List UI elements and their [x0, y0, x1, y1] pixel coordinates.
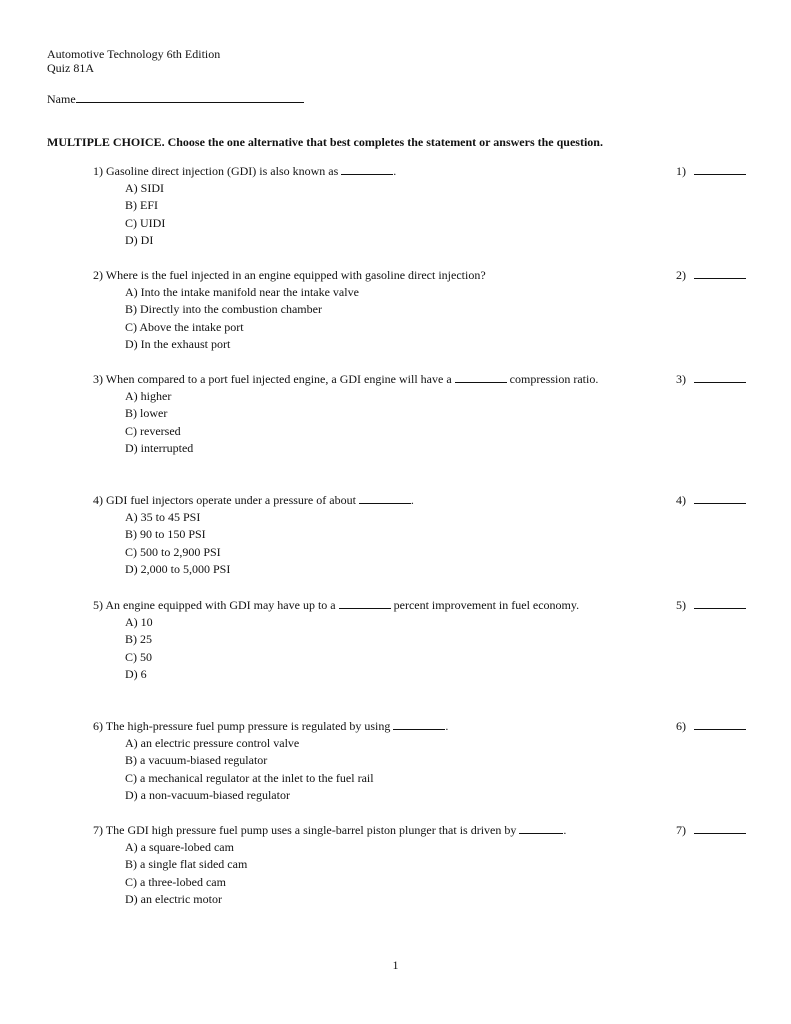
answer-slot-3	[676, 371, 746, 388]
stem-text: The high-pressure fuel pump pressure is regulated by using	[105, 719, 391, 733]
answer-field[interactable]	[694, 718, 746, 730]
fill-blank	[339, 597, 391, 609]
question-4	[93, 492, 673, 579]
answer-number: 4)	[676, 493, 686, 507]
stem-text-after: compression ratio.	[509, 372, 599, 386]
option[interactable]: A) higher	[125, 389, 172, 403]
name-field[interactable]	[76, 91, 304, 103]
answer-slot-1	[676, 163, 746, 180]
option[interactable]: A) 35 to 45 PSI	[125, 510, 201, 524]
question-stem	[93, 492, 673, 509]
option[interactable]: C) a mechanical regulator at the inlet to the fuel rail	[125, 770, 374, 785]
question-2	[93, 267, 673, 354]
stem-text-after: .	[410, 493, 414, 507]
fill-blank	[455, 371, 507, 383]
option[interactable]: D) interrupted	[125, 441, 194, 456]
answer-slot-4	[676, 492, 746, 509]
option[interactable]: D) an electric motor	[125, 892, 222, 907]
question-stem	[93, 371, 653, 388]
option[interactable]: B) Directly into the combustion chamber	[125, 302, 322, 317]
option[interactable]: A) Into the intake manifold near the intake valve	[125, 285, 359, 299]
stem-text: The GDI high pressure fuel pump uses a single-barrel piston plunger that is driven by	[105, 823, 517, 837]
fill-blank	[359, 492, 411, 504]
option[interactable]: D) 2,000 to 5,000 PSI	[125, 562, 231, 577]
option[interactable]: C) UIDI	[125, 215, 166, 230]
option[interactable]: B) 90 to 150 PSI	[125, 527, 206, 542]
stem-text-after: .	[563, 823, 567, 837]
option[interactable]: D) 6	[125, 667, 147, 682]
option[interactable]: B) EFI	[125, 198, 158, 213]
stem-text: GDI fuel injectors operate under a pressure of about	[106, 493, 356, 507]
question-number: 4)	[93, 493, 103, 507]
page-number: 1	[392, 958, 399, 972]
answer-number: 1)	[676, 164, 686, 178]
name-row	[47, 91, 304, 106]
option-list	[125, 388, 673, 458]
answer-slot-7	[676, 822, 746, 839]
stem-text: Gasoline direct injection (GDI) is also known as	[106, 164, 339, 178]
option[interactable]: B) lower	[125, 406, 168, 421]
option-list	[125, 180, 673, 250]
question-number: 7)	[93, 823, 103, 837]
option-list	[125, 839, 673, 909]
option[interactable]: D) DI	[125, 233, 154, 248]
answer-field[interactable]	[694, 371, 746, 383]
answer-number: 2)	[676, 268, 686, 282]
answer-field[interactable]	[694, 597, 746, 609]
answer-slot-2	[676, 267, 746, 284]
answer-field[interactable]	[694, 267, 746, 279]
question-number: 5)	[93, 598, 103, 612]
fill-blank	[341, 163, 393, 175]
option[interactable]: D) In the exhaust port	[125, 337, 231, 352]
answer-slot-5	[676, 597, 746, 614]
option[interactable]: C) Above the intake port	[125, 319, 244, 334]
stem-text-after: .	[445, 719, 449, 733]
answer-field[interactable]	[694, 822, 746, 834]
stem-text: An engine equipped with GDI may have up to a	[105, 598, 336, 612]
question-1	[93, 163, 673, 250]
question-number: 1)	[93, 164, 103, 178]
instructions: MULTIPLE CHOICE. Choose the one alternative that best completes the statement or answers the question.	[47, 135, 603, 149]
fill-blank	[393, 718, 445, 730]
option[interactable]: D) a non-vacuum-biased regulator	[125, 788, 290, 803]
answer-number: 7)	[676, 823, 686, 837]
name-label: Name	[47, 92, 76, 106]
stem-text-after: .	[393, 164, 397, 178]
option[interactable]: C) a three-lobed cam	[125, 874, 226, 889]
answer-number: 3)	[676, 372, 686, 386]
quiz-title: Quiz 81A	[47, 61, 94, 75]
option[interactable]: A) 10	[125, 615, 153, 629]
option-list	[125, 284, 673, 354]
question-number: 3)	[93, 372, 103, 386]
option[interactable]: C) 50	[125, 649, 152, 664]
question-number: 2)	[93, 268, 103, 282]
question-3	[93, 371, 673, 458]
question-stem	[93, 822, 673, 839]
question-6	[93, 718, 673, 805]
option[interactable]: C) reversed	[125, 423, 181, 438]
option[interactable]: B) a single flat sided cam	[125, 857, 248, 872]
answer-slot-6	[676, 718, 746, 735]
question-7	[93, 822, 673, 909]
option[interactable]: B) a vacuum-biased regulator	[125, 753, 268, 768]
option-list	[125, 614, 673, 684]
question-stem	[93, 718, 673, 735]
stem-text: Where is the fuel injected in an engine equipped with gasoline direct injection?	[105, 268, 486, 282]
answer-number: 5)	[676, 598, 686, 612]
question-stem	[93, 597, 633, 614]
option[interactable]: C) 500 to 2,900 PSI	[125, 544, 221, 559]
question-stem	[93, 267, 673, 284]
answer-field[interactable]	[694, 492, 746, 504]
question-number: 6)	[93, 719, 103, 733]
option[interactable]: A) SIDI	[125, 181, 164, 195]
fill-blank	[519, 822, 563, 834]
stem-text-after: percent improvement in fuel economy.	[393, 598, 580, 612]
question-stem	[93, 163, 673, 180]
option-list	[125, 509, 673, 579]
option[interactable]: A) an electric pressure control valve	[125, 736, 300, 750]
answer-field[interactable]	[694, 163, 746, 175]
question-5	[93, 597, 673, 684]
answer-number: 6)	[676, 719, 686, 733]
option-list	[125, 735, 673, 805]
option[interactable]: A) a square-lobed cam	[125, 840, 234, 854]
book-title: Automotive Technology 6th Edition	[47, 47, 221, 61]
stem-text: When compared to a port fuel injected engine, a GDI engine will have a	[105, 372, 452, 386]
option[interactable]: B) 25	[125, 632, 152, 647]
